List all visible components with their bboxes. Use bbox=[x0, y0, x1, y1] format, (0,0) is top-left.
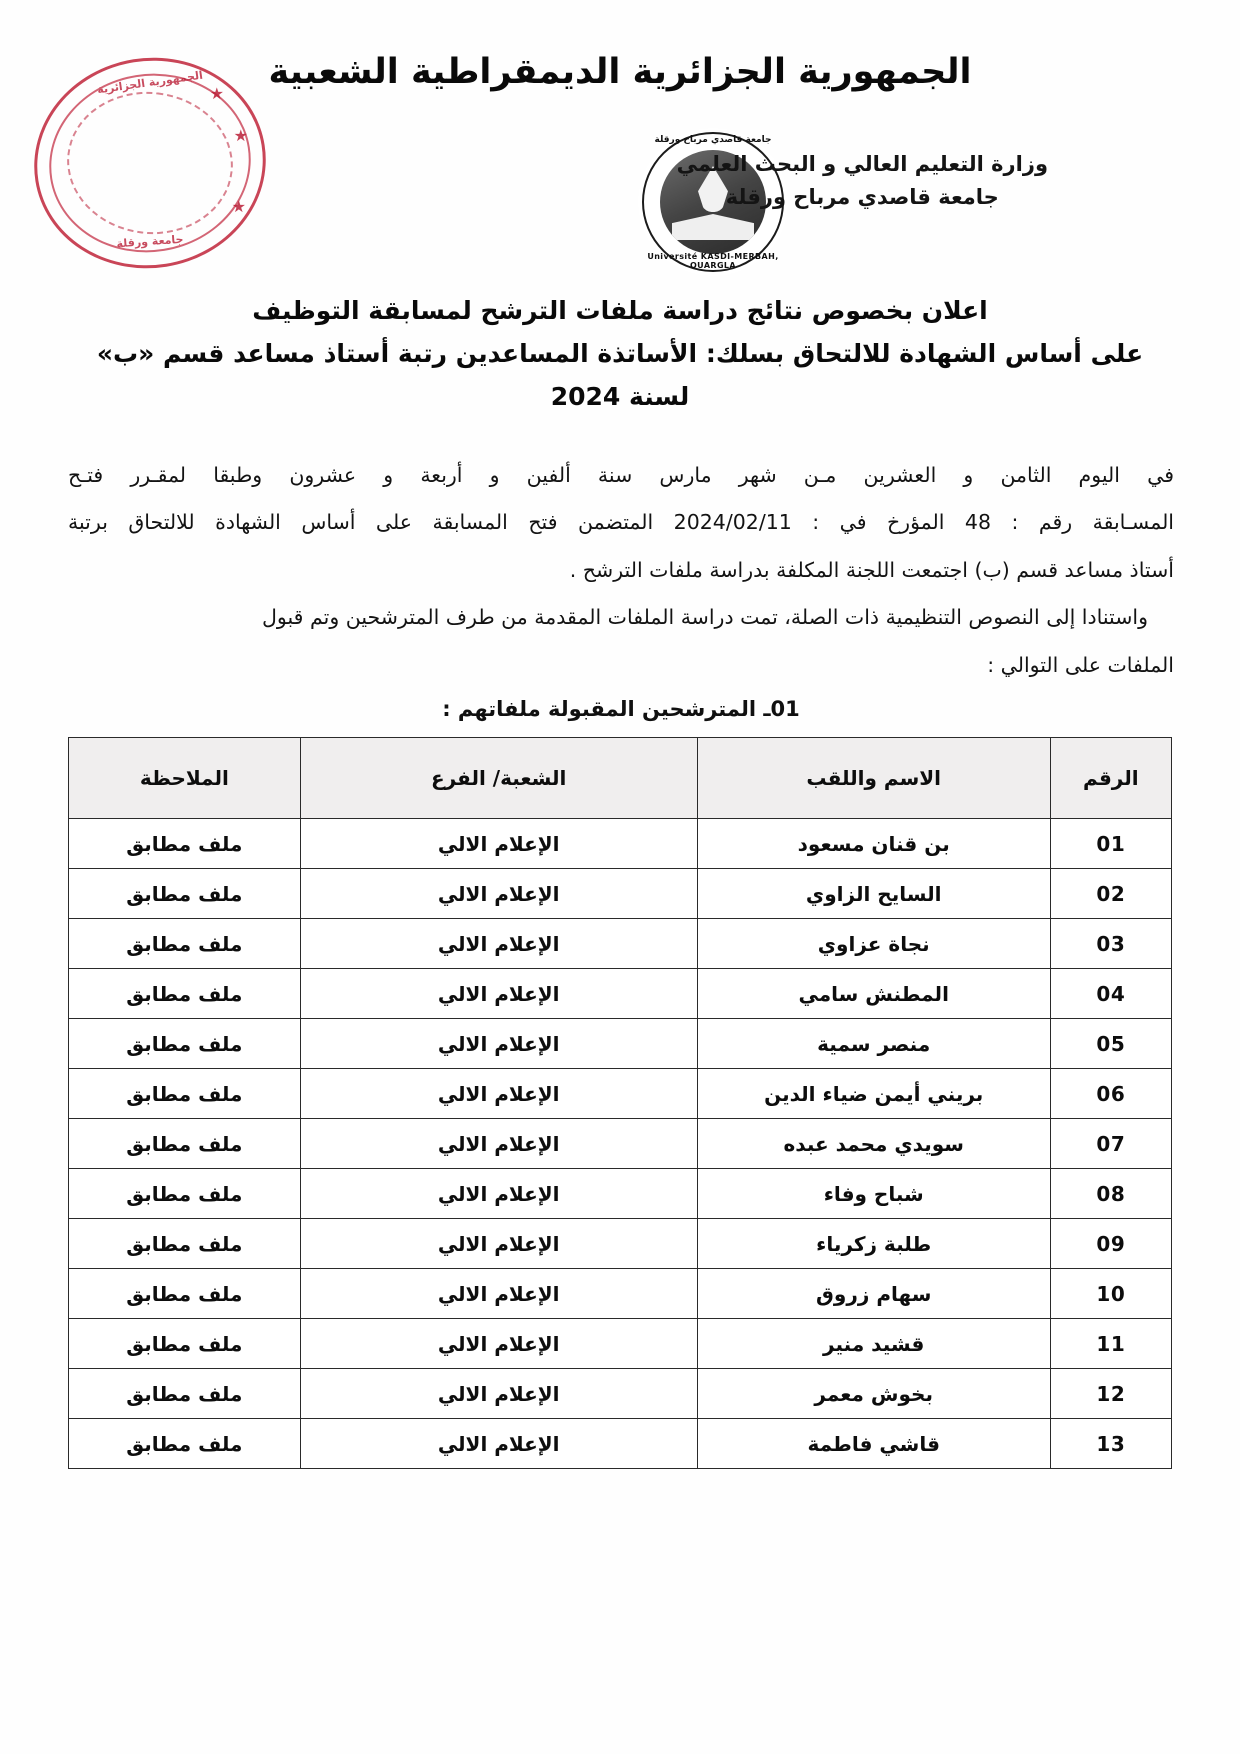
cell-field: الإعلام الالي bbox=[300, 969, 697, 1019]
cell-name: سويدي محمد عبده bbox=[697, 1119, 1050, 1169]
cell-field: الإعلام الالي bbox=[300, 1169, 697, 1219]
paragraph-1-line-1: في اليوم الثامن و العشرين مـن شهر مارس سنة ألفين و أربعة و عشرون وطبقا لمقـرر فتـح bbox=[68, 463, 1174, 487]
decree-number-text: المسـابقة رقم : 48 المؤرخ في : bbox=[791, 510, 1175, 535]
national-title: الجمهورية الجزائرية الديمقراطية الشعبية bbox=[268, 52, 972, 92]
table-row bbox=[69, 869, 1172, 919]
cell-note: ملف مطابق bbox=[69, 1219, 301, 1269]
cell-note: ملف مطابق bbox=[69, 1169, 301, 1219]
table-header-row bbox=[69, 738, 1172, 819]
cell-field: الإعلام الالي bbox=[300, 1219, 697, 1269]
paragraph-1-line-3: أستاذ مساعد قسم (ب) اجتمعت اللجنة المكلفة بدراسة ملفات الترشح . bbox=[569, 557, 1174, 582]
cell-name: بخوش معمر bbox=[697, 1369, 1050, 1419]
column-header-note: الملاحظة bbox=[69, 738, 301, 819]
announcement-title bbox=[70, 289, 1170, 418]
stamp-star-icon: ★ bbox=[209, 84, 224, 103]
table-row bbox=[69, 1169, 1172, 1219]
cell-num: 09 bbox=[1050, 1219, 1171, 1269]
cell-num: 01 bbox=[1050, 819, 1171, 869]
cell-num: 06 bbox=[1050, 1069, 1171, 1119]
table-row bbox=[69, 1269, 1172, 1319]
table-row bbox=[69, 1419, 1172, 1469]
table-row bbox=[69, 1219, 1172, 1269]
logo-arc-bottom-text: Université KASDI-MERBAH, OUARGLA bbox=[647, 252, 779, 270]
cell-name: قشيد منير bbox=[697, 1319, 1050, 1369]
cell-note: ملف مطابق bbox=[69, 1069, 301, 1119]
results-table bbox=[68, 737, 1172, 1469]
cell-note: ملف مطابق bbox=[69, 919, 301, 969]
cell-name: السايح الزاوي bbox=[697, 869, 1050, 919]
table-row bbox=[69, 1119, 1172, 1169]
cell-field: الإعلام الالي bbox=[300, 919, 697, 969]
cell-name: بريني أيمن ضياء الدين bbox=[697, 1069, 1050, 1119]
section-heading-accepted: 01ـ المترشحين المقبولة ملفاتهم : bbox=[442, 697, 800, 722]
cell-num: 07 bbox=[1050, 1119, 1171, 1169]
cell-num: 05 bbox=[1050, 1019, 1171, 1069]
paragraph-2-line-1: واستنادا إلى النصوص التنظيمية ذات الصلة، تمت دراسة الملفات المقدمة من طرف المترشحين وتم قبول bbox=[262, 605, 1148, 630]
paragraph-2-line-2: الملفات على التوالي : bbox=[987, 652, 1174, 677]
cell-note: ملف مطابق bbox=[69, 1319, 301, 1369]
cell-name: بن قنان مسعود bbox=[697, 819, 1050, 869]
cell-field: الإعلام الالي bbox=[300, 1119, 697, 1169]
stamp-star-icon: ★ bbox=[233, 126, 248, 145]
table-body bbox=[69, 819, 1172, 1469]
cell-field: الإعلام الالي bbox=[300, 869, 697, 919]
cell-note: ملف مطابق bbox=[69, 969, 301, 1019]
cell-name: شباح وفاء bbox=[697, 1169, 1050, 1219]
ministry-name: وزارة التعليم العالي و البحث العلمي bbox=[676, 152, 1048, 176]
cell-name: طلبة زكرياء bbox=[697, 1219, 1050, 1269]
cell-num: 02 bbox=[1050, 869, 1171, 919]
cell-num: 12 bbox=[1050, 1369, 1171, 1419]
cell-note: ملف مطابق bbox=[69, 1369, 301, 1419]
decree-date: 2024/02/11 bbox=[673, 510, 792, 535]
announcement-year: لسنة 2024 bbox=[550, 382, 690, 411]
logo-arc-top-text: جامعة قاصدي مرباح ورقلة bbox=[654, 135, 772, 145]
ministry-block bbox=[677, 148, 1048, 213]
cell-note: ملف مطابق bbox=[69, 1269, 301, 1319]
cell-field: الإعلام الالي bbox=[300, 1419, 697, 1469]
table-row bbox=[69, 1319, 1172, 1369]
cell-note: ملف مطابق bbox=[69, 1019, 301, 1069]
announcement-line-1: اعلان بخصوص نتائج دراسة ملفات الترشح لمسابقة التوظيف bbox=[252, 296, 988, 325]
results-table-wrapper bbox=[68, 737, 1172, 1469]
table-row bbox=[69, 1019, 1172, 1069]
stamp-text-top: الجمهورية الجزائرية bbox=[96, 68, 204, 97]
column-header-number: الرقم bbox=[1050, 738, 1171, 819]
cell-note: ملف مطابق bbox=[69, 1119, 301, 1169]
cell-field: الإعلام الالي bbox=[300, 1319, 697, 1369]
cell-field: الإعلام الالي bbox=[300, 819, 697, 869]
stamp-inner-ring bbox=[60, 84, 240, 243]
paragraph-1-line-2 bbox=[68, 501, 1174, 544]
table-row bbox=[69, 969, 1172, 1019]
cell-field: الإعلام الالي bbox=[300, 1269, 697, 1319]
cell-note: ملف مطابق bbox=[69, 1419, 301, 1469]
decree-subject-text: المتضمن فتح المسابقة على أساس الشهادة للالتحاق برتبة bbox=[68, 510, 674, 535]
cell-num: 08 bbox=[1050, 1169, 1171, 1219]
column-header-name: الاسم واللقب bbox=[697, 738, 1050, 819]
logo-book-icon bbox=[672, 214, 754, 240]
stamp-text-bottom: جامعة ورقلة bbox=[116, 232, 184, 251]
university-name: جامعة قاصدي مرباح ورقلة bbox=[725, 184, 999, 209]
cell-note: ملف مطابق bbox=[69, 819, 301, 869]
cell-num: 10 bbox=[1050, 1269, 1171, 1319]
table-row bbox=[69, 919, 1172, 969]
body-text bbox=[68, 454, 1174, 687]
cell-name: منصر سمية bbox=[697, 1019, 1050, 1069]
table-row bbox=[69, 1069, 1172, 1119]
cell-num: 03 bbox=[1050, 919, 1171, 969]
cell-name: سهام زروق bbox=[697, 1269, 1050, 1319]
cell-name: المطنش سامي bbox=[697, 969, 1050, 1019]
cell-field: الإعلام الالي bbox=[300, 1069, 697, 1119]
table-row bbox=[69, 819, 1172, 869]
document-header bbox=[0, 0, 1240, 275]
cell-field: الإعلام الالي bbox=[300, 1019, 697, 1069]
stamp-star-icon: ★ bbox=[231, 197, 246, 216]
column-header-field: الشعبة/ الفرع bbox=[300, 738, 697, 819]
cell-num: 04 bbox=[1050, 969, 1171, 1019]
cell-name: قاشي فاطمة bbox=[697, 1419, 1050, 1469]
announcement-line-2: على أساس الشهادة للالتحاق بسلك: الأساتذة المساعدين رتبة أستاذ مساعد قسم «ب» bbox=[96, 339, 1144, 368]
cell-num: 13 bbox=[1050, 1419, 1171, 1469]
cell-note: ملف مطابق bbox=[69, 869, 301, 919]
cell-num: 11 bbox=[1050, 1319, 1171, 1369]
cell-field: الإعلام الالي bbox=[300, 1369, 697, 1419]
table-row bbox=[69, 1369, 1172, 1419]
cell-name: نجاة عزاوي bbox=[697, 919, 1050, 969]
